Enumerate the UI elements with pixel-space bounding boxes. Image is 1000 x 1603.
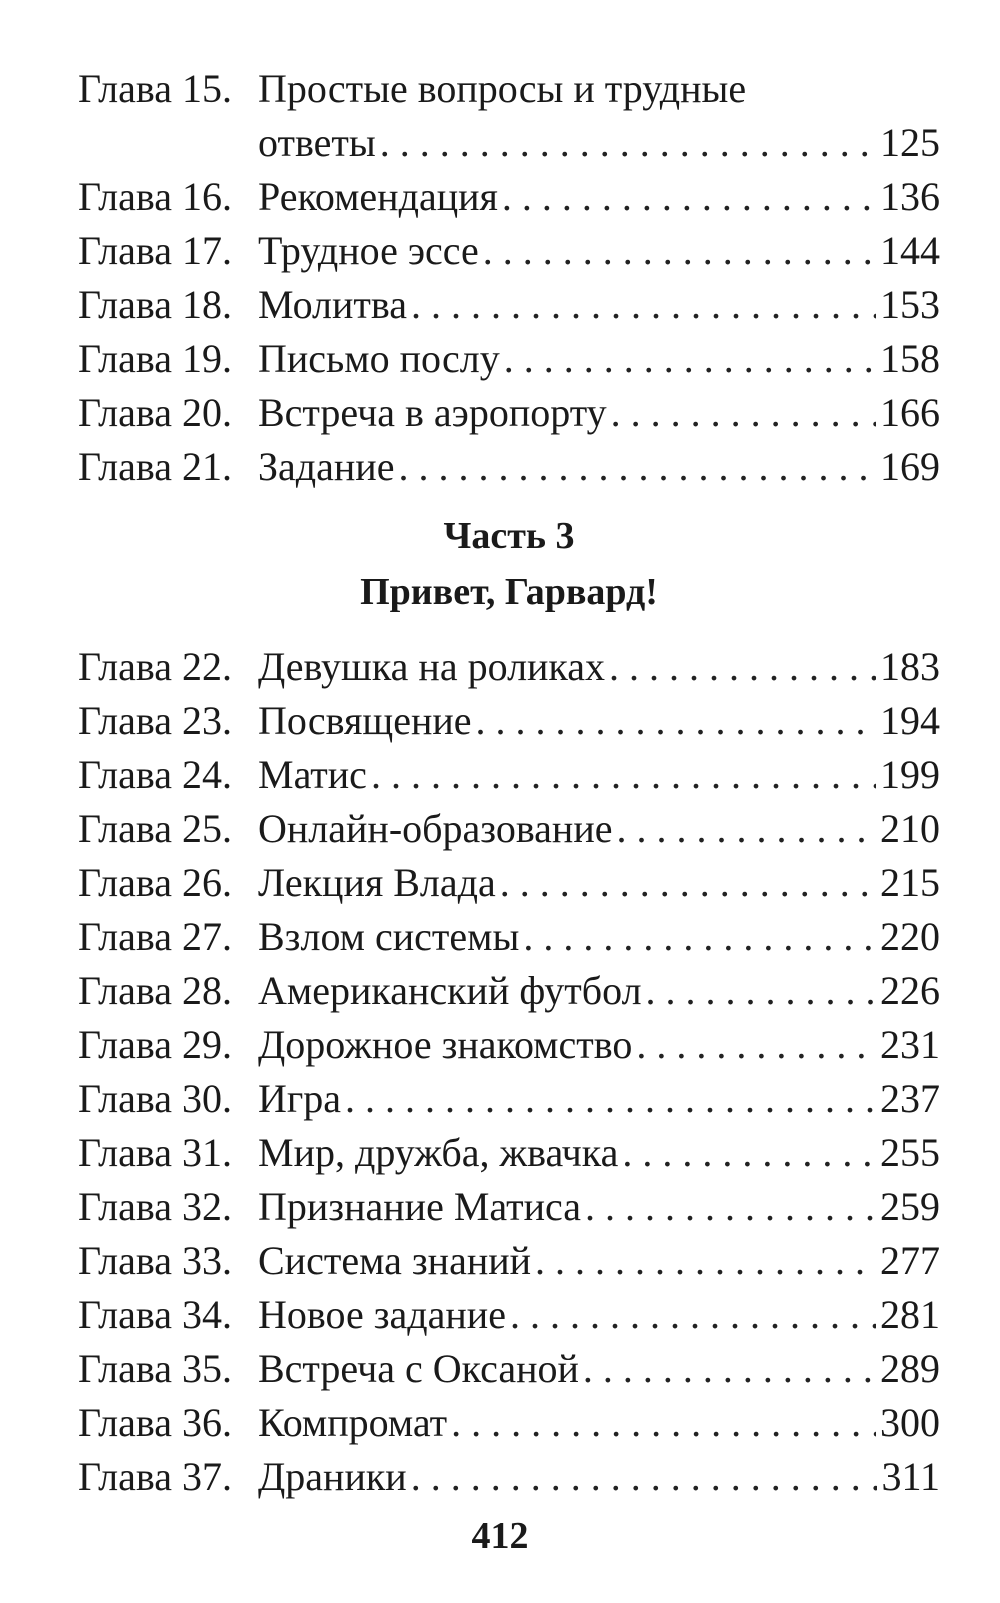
toc-entry[interactable]	[78, 386, 940, 440]
dot-leader	[585, 1180, 876, 1234]
chapter-number: Глава 37.	[78, 1454, 232, 1499]
dot-leader	[476, 694, 876, 748]
toc-entry[interactable]	[78, 332, 940, 386]
page-number: 255	[880, 1130, 940, 1175]
toc-entry[interactable]	[78, 1180, 940, 1234]
dot-leader	[622, 1126, 876, 1180]
dot-leader	[345, 1072, 876, 1126]
dot-leader	[583, 1342, 876, 1396]
toc-entry[interactable]	[78, 1126, 940, 1180]
dot-leader	[636, 1018, 876, 1072]
chapter-number: Глава 26.	[78, 860, 232, 905]
toc-part3	[78, 640, 940, 1504]
chapter-title: Лекция Влада	[258, 860, 496, 905]
chapter-title: Посвящение	[258, 698, 472, 743]
chapter-number: Глава 24.	[78, 752, 232, 797]
chapter-title: Дорожное знакомство	[258, 1022, 633, 1067]
chapter-number: Глава 35.	[78, 1346, 232, 1391]
dot-leader	[535, 1234, 876, 1288]
chapter-number: Глава 28.	[78, 968, 232, 1013]
chapter-title: Встреча с Оксаной	[258, 1346, 579, 1391]
chapter-title: Матис	[258, 752, 367, 797]
chapter-title: Онлайн-образование	[258, 806, 613, 851]
chapter-title: Компромат	[258, 1400, 448, 1445]
dot-leader	[483, 224, 876, 278]
chapter-title: Драники	[258, 1454, 407, 1499]
chapter-number: Глава 15.	[78, 66, 232, 111]
dot-leader	[609, 640, 876, 694]
chapter-title: Задание	[258, 444, 395, 489]
dot-leader	[646, 964, 876, 1018]
page-number: 194	[880, 698, 940, 743]
chapter-title: Мир, дружба, жвачка	[258, 1130, 619, 1175]
chapter-title: Простые вопросы и трудные	[258, 66, 747, 111]
toc-entry[interactable]	[78, 1396, 940, 1450]
chapter-title: Встреча в аэропорту	[258, 390, 607, 435]
toc-entry[interactable]	[78, 694, 940, 748]
dot-leader	[504, 332, 876, 386]
chapter-title: Рекомендация	[258, 174, 498, 219]
dot-leader	[411, 1450, 878, 1504]
toc-entry[interactable]	[78, 170, 940, 224]
chapter-number: Глава 30.	[78, 1076, 232, 1121]
page-number: 281	[880, 1292, 940, 1337]
dot-leader	[451, 1396, 876, 1450]
page-number: 259	[880, 1184, 940, 1229]
chapter-title: Взлом системы	[258, 914, 520, 959]
page-number: 136	[880, 174, 940, 219]
chapter-title: Новое задание	[258, 1292, 506, 1337]
chapter-number: Глава 36.	[78, 1400, 232, 1445]
page-number: 220	[880, 914, 940, 959]
chapter-title: Игра	[258, 1076, 342, 1121]
toc-entry[interactable]	[78, 964, 940, 1018]
chapter-number: Глава 18.	[78, 282, 232, 327]
chapter-number: Глава 22.	[78, 644, 232, 689]
chapter-title: Признание Матиса	[258, 1184, 581, 1229]
page-number: 231	[880, 1022, 940, 1067]
chapter-title: Молитва	[258, 282, 408, 327]
table-of-contents	[78, 62, 940, 1504]
toc-entry[interactable]	[78, 802, 940, 856]
toc-entry-continuation[interactable]	[78, 116, 940, 170]
chapter-number: Глава 20.	[78, 390, 232, 435]
chapter-number: Глава 19.	[78, 336, 232, 381]
toc-entry[interactable]	[78, 1018, 940, 1072]
toc-entry[interactable]	[78, 910, 940, 964]
dot-leader	[380, 116, 876, 170]
chapter-number: Глава 21.	[78, 444, 232, 489]
toc-entry[interactable]	[78, 278, 940, 332]
chapter-number: Глава 32.	[78, 1184, 232, 1229]
toc-entry[interactable]	[78, 224, 940, 278]
page-number: 237	[880, 1076, 940, 1121]
dot-leader	[502, 170, 876, 224]
chapter-title: Трудное эссе	[258, 228, 479, 273]
chapter-title: Письмо послу	[258, 336, 500, 381]
chapter-title: Девушка на роликах	[258, 644, 606, 689]
part-heading	[78, 508, 940, 620]
dot-leader	[523, 910, 876, 964]
chapter-number: Глава 29.	[78, 1022, 232, 1067]
page-number: 169	[880, 444, 940, 489]
chapter-number: Глава 23.	[78, 698, 232, 743]
dot-leader	[371, 748, 876, 802]
chapter-number: Глава 16.	[78, 174, 232, 219]
chapter-number: Глава 25.	[78, 806, 232, 851]
page-number: 300	[880, 1400, 940, 1445]
toc-entry[interactable]	[78, 62, 940, 116]
chapter-number: Глава 17.	[78, 228, 232, 273]
chapter-number: Глава 27.	[78, 914, 232, 959]
page-number: 183	[880, 644, 940, 689]
dot-leader	[617, 802, 877, 856]
toc-entry[interactable]	[78, 748, 940, 802]
toc-entry[interactable]	[78, 1342, 940, 1396]
page-folio: 412	[471, 1515, 529, 1557]
dot-leader	[611, 386, 876, 440]
toc-entry[interactable]	[78, 1450, 940, 1504]
toc-entry[interactable]	[78, 640, 940, 694]
toc-part2-tail	[78, 62, 940, 494]
page-number: 226	[880, 968, 940, 1013]
page-number: 166	[880, 390, 940, 435]
toc-entry[interactable]	[78, 1072, 940, 1126]
page-number: 210	[880, 806, 940, 851]
page-number: 144	[880, 228, 940, 273]
page-number: 158	[880, 336, 940, 381]
part-title: Привет, Гарвард!	[360, 571, 658, 613]
chapter-number: Глава 33.	[78, 1238, 232, 1283]
page-number: 153	[880, 282, 940, 327]
dot-leader	[411, 278, 876, 332]
chapter-title: Система знаний	[258, 1238, 532, 1283]
part-label: Часть 3	[443, 515, 575, 557]
toc-entry[interactable]	[78, 1234, 940, 1288]
page-number: 277	[880, 1238, 940, 1283]
chapter-number: Глава 34.	[78, 1292, 232, 1337]
chapter-title: ответы	[258, 120, 376, 165]
dot-leader	[500, 856, 876, 910]
page-number: 215	[880, 860, 940, 905]
page-number: 289	[880, 1346, 940, 1391]
chapter-title: Американский футбол	[258, 968, 642, 1013]
page-number: 311	[881, 1454, 940, 1499]
page-number: 125	[880, 120, 940, 165]
page-number: 199	[880, 752, 940, 797]
toc-entry[interactable]	[78, 856, 940, 910]
chapter-number: Глава 31.	[78, 1130, 232, 1175]
toc-entry[interactable]	[78, 440, 940, 494]
dot-leader	[510, 1288, 876, 1342]
dot-leader	[398, 440, 876, 494]
toc-entry[interactable]	[78, 1288, 940, 1342]
